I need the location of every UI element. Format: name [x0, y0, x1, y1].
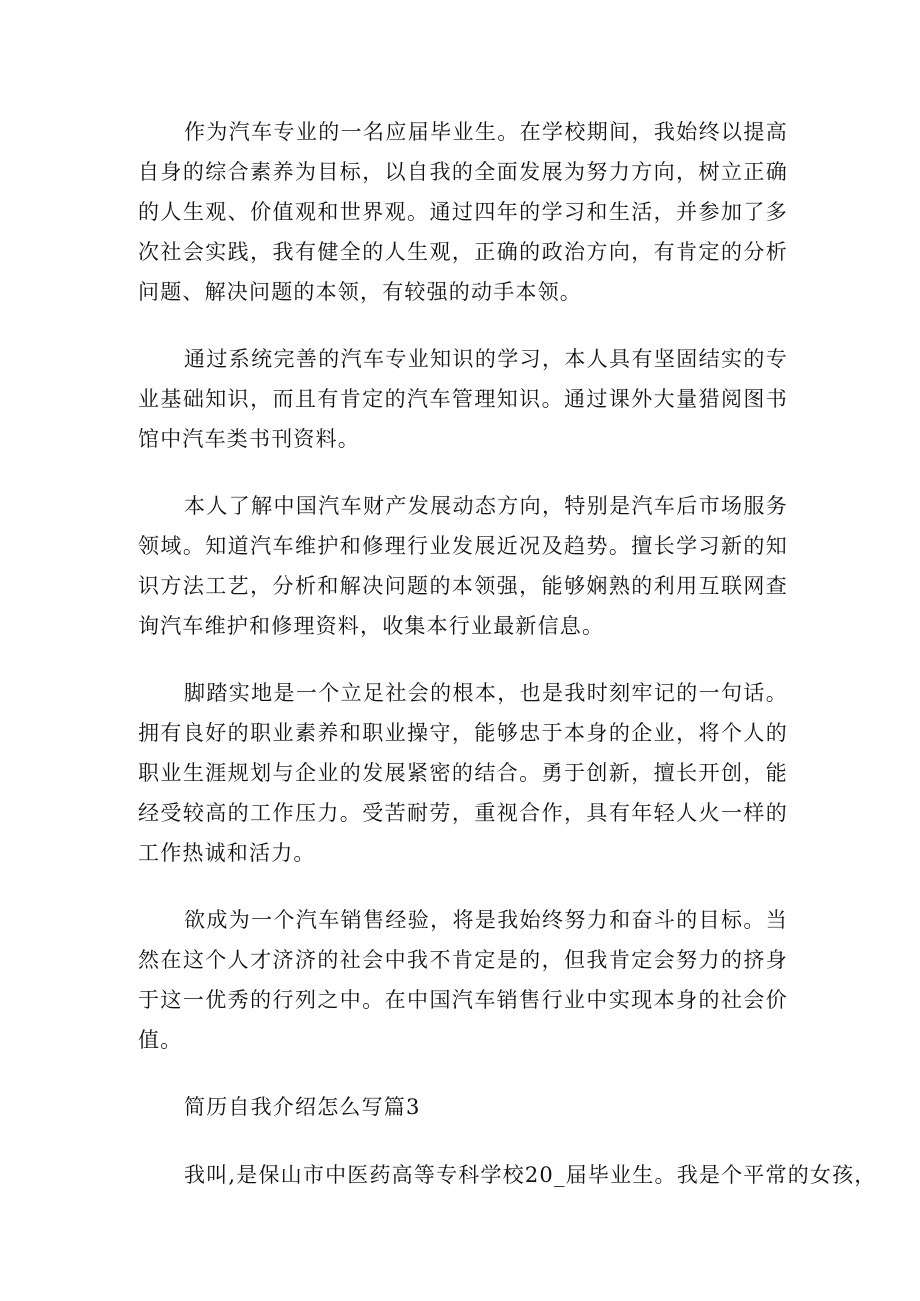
last-paragraph-line: 我叫,是保山市中医药高等专科学校20_届毕业生。我是个平常的女孩， [184, 1163, 877, 1187]
paragraph-5: 欲成为一个汽车销售经验，将是我始终努力和奋斗的目标。当然在这个人才济济的社会中我不肯定是的，但我肯定会努力的挤身于这一优秀的行列之中。在中国汽车销售行业中实现本身的社会价值。 [138, 908, 788, 1052]
document-body [138, 112, 877, 1195]
section-heading: 简历自我介绍怎么写篇3 [184, 1095, 421, 1119]
paragraph-4: 脚踏实地是一个立足社会的根本，也是我时刻牢记的一句话。拥有良好的职业素养和职业操守，能够忠于本身的企业，将个人的职业生涯规划与企业的发展紧密的结合。勇于创新，擅长开创，能经受较高的工作压力。受苦耐劳，重视合作，具有年轻人火一样的工作热诚和活力。 [138, 681, 788, 865]
paragraph-1: 作为汽车专业的一名应届毕业生。在学校期间，我始终以提高自身的综合素养为目标，以自我的全面发展为努力方向，树立正确的人生观、价值观和世界观。通过四年的学习和生活，并参加了多次社会实践，我有健全的人生观，正确的政治方向，有肯定的分析问题、解决问题的本领，有较强的动手本领。 [138, 120, 788, 304]
paragraph-2: 通过系统完善的汽车专业知识的学习，本人具有坚固结实的专业基础知识，而且有肯定的汽车管理知识。通过课外大量猎阅图书馆中汽车类书刊资料。 [138, 347, 788, 451]
paragraph-3: 本人了解中国汽车财产发展动态方向，特别是汽车后市场服务领域。知道汽车维护和修理行业发展近况及趋势。擅长学习新的知识方法工艺，分析和解决问题的本领强，能够娴熟的利用互联网查询汽车维护和修理资料，收集本行业最新信息。 [138, 494, 788, 638]
